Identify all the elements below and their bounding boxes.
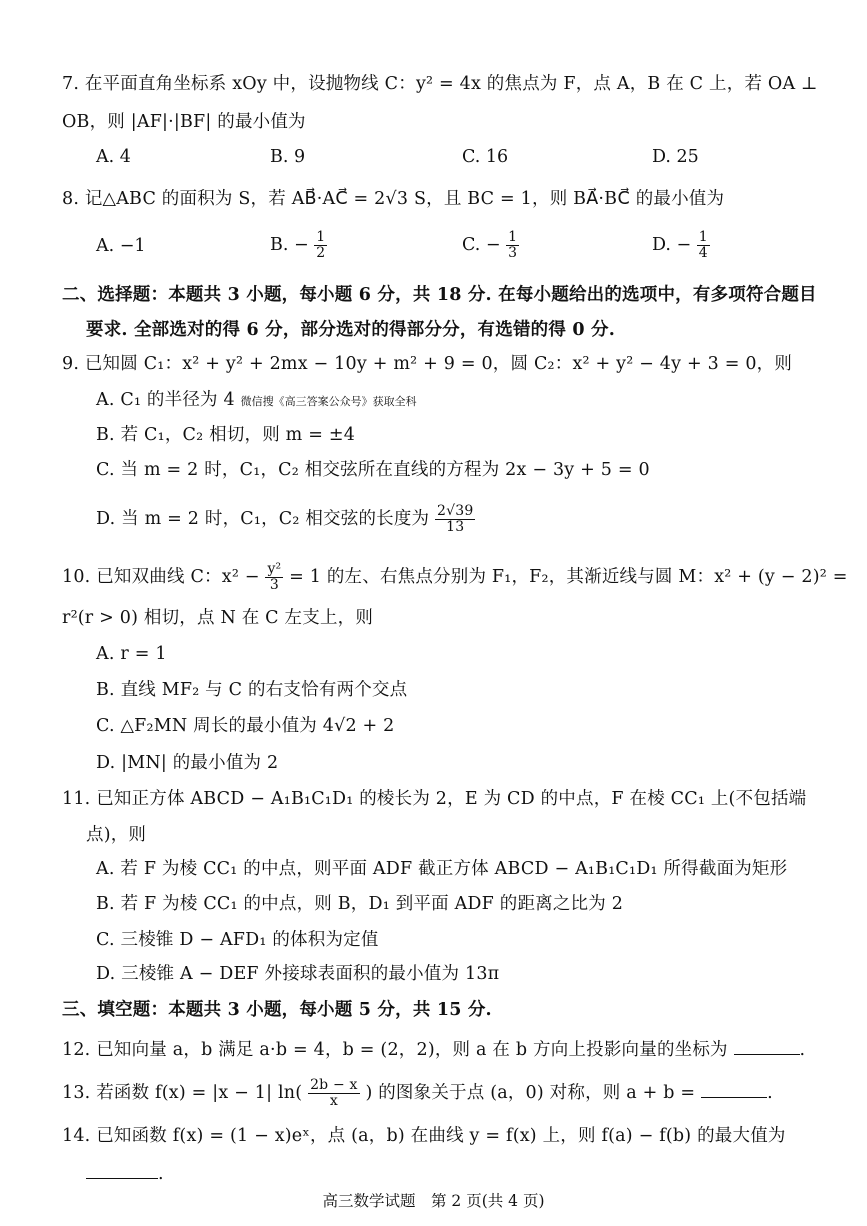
q14-answer-blank[interactable] xyxy=(86,1158,158,1179)
q8-option-b xyxy=(270,230,327,261)
q11-option-b: B. 若 F 为棱 CC₁ 的中点，则 B，D₁ 到平面 ADF 的距离之比为 2 xyxy=(96,894,624,914)
q11-stem-line2: 点)，则 xyxy=(86,825,147,845)
q8-option-d-fraction xyxy=(697,230,710,261)
q10-stem-part1: 10. 已知双曲线 C：x² − xyxy=(62,567,260,587)
q9-stem: 9. 已知圆 C₁：x² + y² + 2mx − 10y + m² + 9 = 0，圆 C₂：x² + y² − 4y + 3 = 0，则 xyxy=(62,354,793,374)
fraction-denominator: x xyxy=(329,1093,338,1109)
q11-stem-line1: 11. 已知正方体 ABCD − A₁B₁C₁D₁ 的棱长为 2，E 为 CD 的中点，F 在棱 CC₁ 上(不包括端 xyxy=(62,789,807,809)
q13-period: . xyxy=(767,1083,773,1103)
q9-option-d-fraction xyxy=(435,504,475,535)
q8-options xyxy=(96,230,816,270)
q14-period: . xyxy=(158,1164,164,1184)
q13-fraction xyxy=(308,1078,360,1109)
q9-option-d xyxy=(96,504,475,535)
watermark-text: 微信搜《高三答案公众号》获取全科 xyxy=(240,395,417,408)
q10-fraction xyxy=(265,562,283,593)
q13-stem-part1: 13. 若函数 f(x) = |x − 1| ln( xyxy=(62,1083,303,1103)
q8-option-a: A. −1 xyxy=(96,236,146,256)
section3-heading: 三、填空题：本题共 3 小题，每小题 5 分，共 15 分. xyxy=(62,1000,492,1020)
q8-option-b-fraction xyxy=(314,230,327,261)
q7-option-d: D. 25 xyxy=(652,147,699,167)
q12-answer-blank[interactable] xyxy=(734,1034,800,1055)
fraction-numerator: 1 xyxy=(698,229,708,245)
q11-option-d: D. 三棱锥 A − DEF 外接球表面积的最小值为 13π xyxy=(96,964,500,984)
fraction-denominator: 3 xyxy=(269,577,279,593)
q9-option-a xyxy=(96,388,417,414)
fraction-numerator: 1 xyxy=(508,229,518,245)
q7-option-b: B. 9 xyxy=(270,147,306,167)
q9-option-b: B. 若 C₁，C₂ 相切，则 m = ±4 xyxy=(96,425,356,445)
fraction-denominator: 13 xyxy=(446,519,465,535)
fraction-numerator: y² xyxy=(267,561,282,577)
q12-stem xyxy=(62,1034,805,1062)
q9-option-d-text: D. 当 m = 2 时，C₁，C₂ 相交弦的长度为 xyxy=(96,509,430,529)
q8-option-d-label: D. − xyxy=(652,235,692,255)
page-footer: 高三数学试题 第 2 页(共 4 页) xyxy=(322,1192,545,1210)
q7-option-a: A. 4 xyxy=(96,147,131,167)
fraction-numerator: 1 xyxy=(316,229,326,245)
q12-period: . xyxy=(799,1040,806,1060)
section2-heading-line2: 要求. 全部选对的得 6 分，部分选对的得部分分，有选错的得 0 分. xyxy=(86,320,615,340)
q10-option-c: C. △F₂MN 周长的最小值为 4√2 + 2 xyxy=(96,716,395,736)
q12-stem-text: 12. 已知向量 a，b 满足 a·b = 4，b = (2，2)，则 a 在 b 方向上投影向量的坐标为 xyxy=(62,1040,728,1060)
q7-options xyxy=(96,147,816,187)
fraction-denominator: 4 xyxy=(698,245,708,261)
fraction-numerator: 2b − x xyxy=(310,1077,358,1093)
q14-stem: 14. 已知函数 f(x) = (1 − x)eˣ，点 (a，b) 在曲线 y = f(x) 上，则 f(a) − f(b) 的最大值为 xyxy=(62,1126,786,1146)
q8-stem: 8. 记△ABC 的面积为 S，若 AB⃗·AC⃗ = 2√3 S，且 BC = 1，则 BA⃗·BC⃗ 的最小值为 xyxy=(62,189,725,209)
q9-option-c: C. 当 m = 2 时，C₁，C₂ 相交弦所在直线的方程为 2x − 3y + 5 = 0 xyxy=(96,460,650,480)
q10-option-a: A. r = 1 xyxy=(96,644,167,664)
q13-stem xyxy=(62,1077,773,1109)
q8-option-c xyxy=(462,230,519,261)
fraction-numerator: 2√39 xyxy=(437,503,474,519)
q8-option-c-label: C. − xyxy=(462,235,501,255)
q11-option-a: A. 若 F 为棱 CC₁ 的中点，则平面 ADF 截正方体 ABCD − A₁B₁C₁D₁ 所得截面为矩形 xyxy=(96,859,788,879)
q7-stem-line2: OB，则 |AF|·|BF| 的最小值为 xyxy=(62,112,306,132)
q7-option-c: C. 16 xyxy=(462,147,509,167)
fraction-denominator: 2 xyxy=(316,245,326,261)
q8-option-d xyxy=(652,230,710,261)
q13-answer-blank[interactable] xyxy=(701,1077,767,1098)
q8-option-b-label: B. − xyxy=(270,235,309,255)
section2-heading-line1: 二、选择题：本题共 3 小题，每小题 6 分，共 18 分. 在每小题给出的选项中，有多项符合题目 xyxy=(62,285,817,305)
q9-option-a-text: A. C₁ 的半径为 4 xyxy=(96,390,235,410)
q14-answer-line xyxy=(86,1158,164,1186)
q11-option-c: C. 三棱锥 D − AFD₁ 的体积为定值 xyxy=(96,930,379,950)
q7-stem-line1: 7. 在平面直角坐标系 xOy 中，设抛物线 C：y² = 4x 的焦点为 F，点 A，B 在 C 上，若 OA ⊥ xyxy=(62,74,818,94)
fraction-denominator: 3 xyxy=(508,245,518,261)
q10-stem-line2: r²(r > 0) 相切，点 N 在 C 左支上，则 xyxy=(62,608,374,628)
q13-stem-part2: ) 的图象关于点 (a，0) 对称，则 a + b = xyxy=(365,1083,696,1103)
q8-option-c-fraction xyxy=(506,230,519,261)
q10-option-d: D. |MN| 的最小值为 2 xyxy=(96,753,279,773)
q10-option-b: B. 直线 MF₂ 与 C 的右支恰有两个交点 xyxy=(96,680,408,700)
q10-stem-line1 xyxy=(62,562,848,593)
q10-stem-part2: = 1 的左、右焦点分别为 F₁，F₂，其渐近线与圆 M：x² + (y − 2)² = xyxy=(289,567,848,587)
